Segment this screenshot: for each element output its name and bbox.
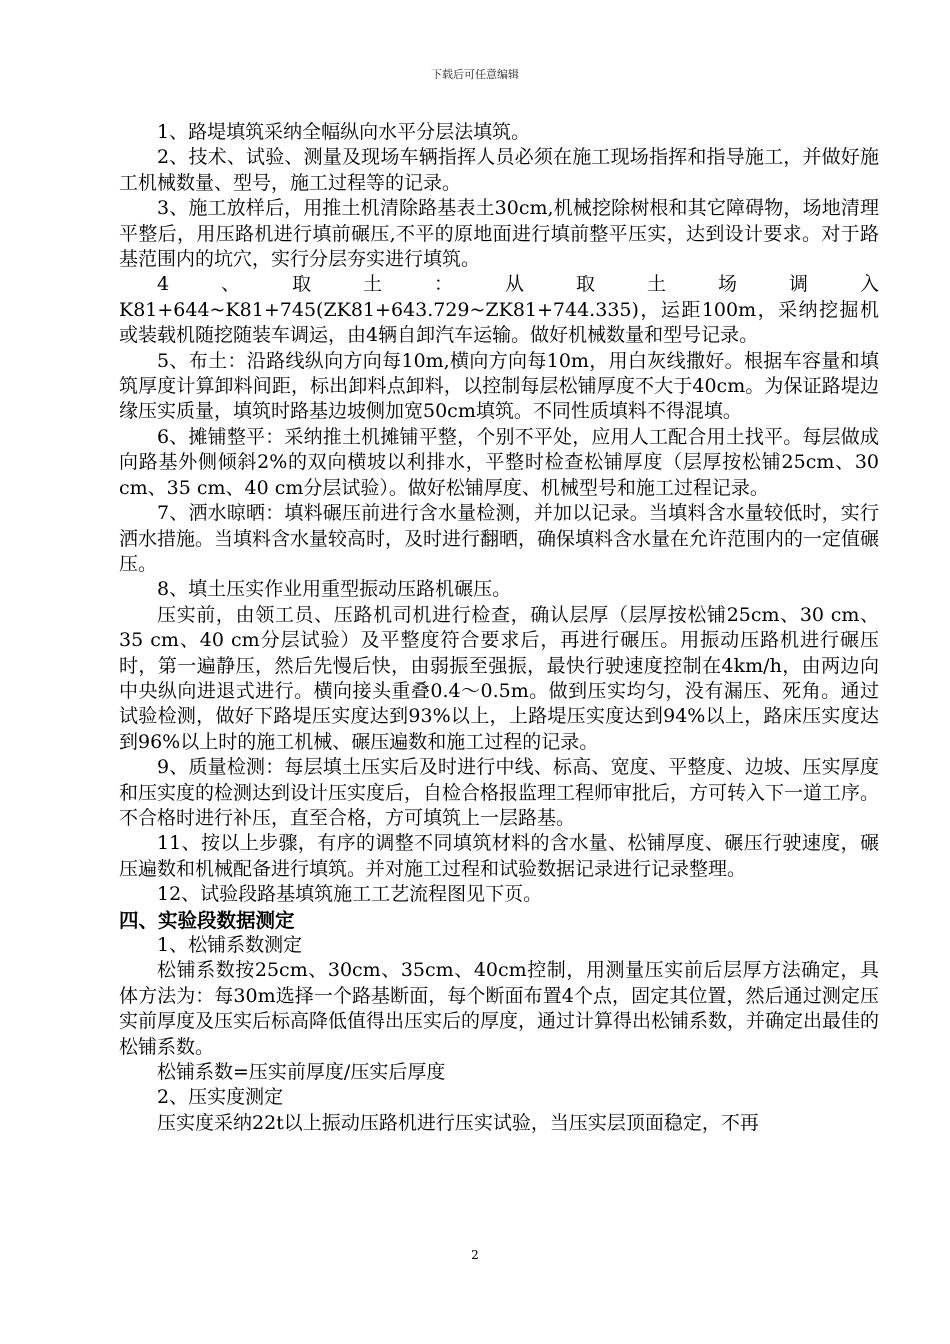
paragraph: 压实前，由领工员、压路机司机进行检查，确认层厚（层厚按松铺25cm、30 cm、35 cm、40 cm分层试验）及平整度符合要求后，再进行碾压。用振动压路机进行碾压时，第一遍静压，然后先慢后快，由弱振至强振，最快行驶速度控制在4km/h，由两边向中央纵向进退式进行。横向接头重叠0.4～0.5m。做到压实均匀，没有漏压、死角。通过试验检测，做好下路堤压实度达到93%以上，上路堤压实度达到94%以上，路床压实度达到96%以上时的施工机械、碾压遍数和施工过程的记录。 xyxy=(119,603,879,753)
paragraph: 8、填土压实作业用重型振动压路机碾压。 xyxy=(157,578,512,601)
paragraph: 松铺系数按25cm、30cm、35cm、40cm控制，用测量压实前后层厚方法确定，具体方法为：每30m选择一个路基断面，每个断面布置4个点，固定其位置，然后通过测定压实前厚度及压实后标高降低值得出压实后的厚度，通过计算得出松铺系数，并确定出最佳的松铺系数。 xyxy=(119,959,880,1058)
paragraph: 1、松铺系数测定 xyxy=(157,934,303,956)
paragraph: 2、技术、试验、测量及现场车辆指挥人员必须在施工现场指挥和指导施工，并做好施工机械数量、型号，施工过程等的记录。 xyxy=(119,146,879,194)
paragraph: 6、摊铺整平：采纳推土机摊铺平整，个别不平处，应用人工配合用土找平。每层做成向路基外侧倾斜2%的双向横坡以利排水，平整时检查松铺厚度（层厚按松铺25cm、30 cm、35 cm、40 cm分层试验）。做好松铺厚度、机械型号和施工过程记录。 xyxy=(119,425,879,499)
paragraph: 11、按以上步骤，有序的调整不同填筑材料的含水量、松铺厚度、碾压行驶速度，碾压遍数和机械配备进行填筑。并对施工过程和试验数据记录进行记录整理。 xyxy=(119,832,879,880)
paragraph: 12、试验段路基填筑施工工艺流程图见下页。 xyxy=(157,883,543,906)
document-body xyxy=(119,120,879,1136)
paragraph: 松铺系数=压实前厚度/压实后厚度 xyxy=(157,1061,446,1084)
page-header: 下载后可任意编辑 xyxy=(431,68,519,81)
paragraph: 4、取土：从取土场调入K81+644~K81+745(ZK81+643.729~ZK81+744.335)，运距100m，采纳挖掘机或装载机随挖随装车调运，由4辆自卸汽车运输。做好机械数量和型号记录。 xyxy=(119,273,879,347)
paragraph: 压实度采纳22t以上振动压路机进行压实试验，当压实层顶面稳定，不再 xyxy=(157,1111,759,1134)
paragraph: 3、施工放样后，用推土机清除路基表土30cm,机械挖除树根和其它障碍物，场地清理平整后，用压路机进行填前碾压,不平的原地面进行填前整平压实，达到设计要求。对于路基范围内的坑穴，实行分层夯实进行填筑。 xyxy=(119,197,879,271)
paragraph: 7、洒水晾晒：填料碾压前进行含水量检测，并加以记录。当填料含水量较低时，实行洒水措施。当填料含水量较高时，及时进行翻晒，确保填料含水量在允许范围内的一定值碾压。 xyxy=(119,502,880,575)
paragraph: 2、压实度测定 xyxy=(157,1086,284,1109)
paragraph: 5、布土：沿路线纵向方向每10m,横向方向每10m，用白灰线撒好。根据车容量和填筑厚度计算卸料间距，标出卸料点卸料，以控制每层松铺厚度不大于40cm。为保证路堤边缘压实质量，填筑时路基边坡侧加宽50cm填筑。不同性质填料不得混填。 xyxy=(119,349,879,423)
page-number: 2 xyxy=(471,1248,479,1262)
paragraph: 1、路堤填筑采纳全幅纵向水平分层法填筑。 xyxy=(157,121,531,143)
section-heading: 四、实验段数据测定 xyxy=(119,908,295,932)
paragraph: 9、质量检测：每层填土压实后及时进行中线、标高、宽度、平整度、边坡、压实厚度和压实度的检测达到设计压实度后，自检合格报监理工程师审批后，方可转入下一道工序。不合格时进行补压，直至合格，方可填筑上一层路基。 xyxy=(119,756,880,829)
